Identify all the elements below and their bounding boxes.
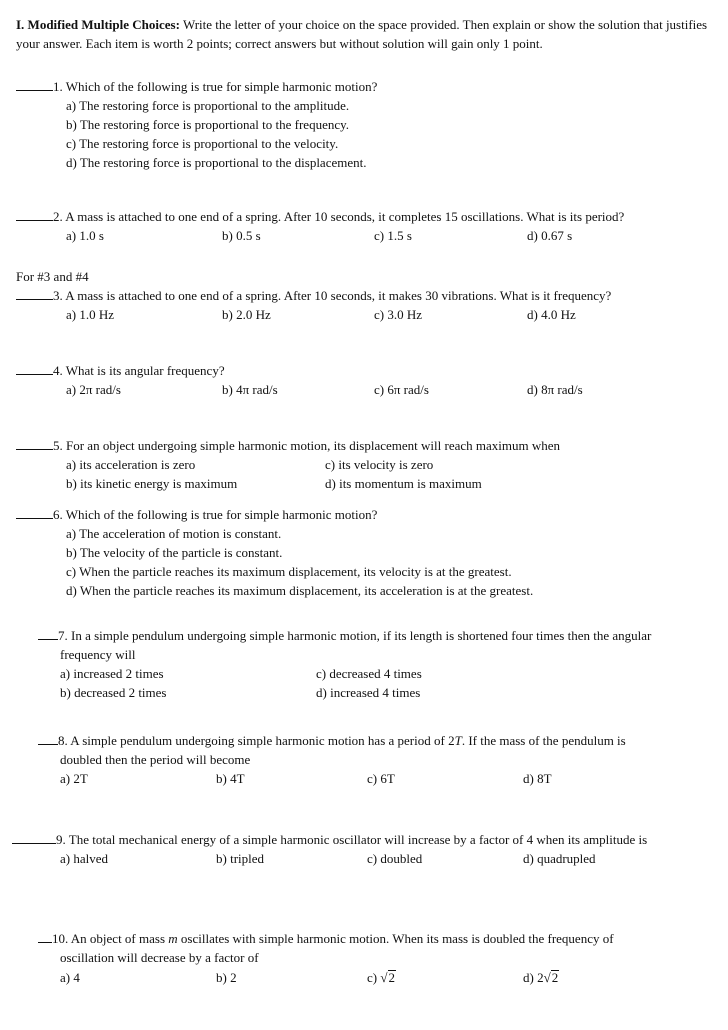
answer-blank-5[interactable] [16, 437, 53, 450]
q1-option-b: b) The restoring force is proportional to the frequency. [66, 117, 350, 132]
q6-option-c: c) When the particle reaches its maximum displacement, its velocity is at the greatest. [66, 564, 512, 579]
question-7-stem: 7. In a simple pendulum undergoing simple harmonic motion, if its length is shortened four times then the angular [58, 628, 652, 643]
question-2 [16, 207, 624, 226]
question-8-stem-cont: doubled then the period will become [60, 752, 251, 767]
question-6-stem: 6. Which of the following is true for simple harmonic motion? [53, 507, 378, 522]
q8-option-a: a) 2T [60, 771, 88, 786]
q3-option-a: a) 1.0 Hz [66, 307, 115, 322]
question-3 [16, 286, 611, 305]
q2-option-a: a) 1.0 s [66, 228, 104, 243]
answer-blank-3[interactable] [16, 287, 53, 300]
q10-option-c-label: c) [367, 970, 381, 985]
q3-option-c: c) 3.0 Hz [374, 307, 423, 322]
q9-option-a: a) halved [60, 851, 109, 866]
question-8-stem-end: . If the mass of the pendulum is [461, 733, 626, 748]
question-1 [16, 77, 377, 96]
q4-option-d: d) 8π rad/s [527, 382, 583, 397]
q2-option-d: d) 0.67 s [527, 228, 573, 243]
question-3-stem: 3. A mass is attached to one end of a spring. After 10 seconds, it makes 30 vibrations. What is it frequency? [53, 288, 612, 303]
answer-blank-8[interactable] [38, 732, 58, 745]
question-7-stem-cont: frequency will [60, 647, 136, 662]
q3-option-d: d) 4.0 Hz [527, 307, 576, 322]
q8-option-d: d) 8T [523, 771, 552, 786]
question-10-var: m [168, 931, 178, 946]
question-8-stem: 8. A simple pendulum undergoing simple harmonic motion has a period of 2 [58, 733, 455, 748]
q5-option-c: c) its velocity is zero [325, 457, 434, 472]
instructions-heading: I. Modified Multiple Choices: [16, 17, 180, 32]
q4-option-a: a) 2π rad/s [66, 382, 121, 397]
question-5 [16, 436, 560, 455]
question-9-stem: 9. The total mechanical energy of a simple harmonic oscillator will increase by a factor of 4 when its amplitude is [56, 832, 648, 847]
question-1-stem: 1. Which of the following is true for simple harmonic motion? [53, 79, 378, 94]
instructions-text: Write the letter of your choice on the space provided. Then explain or show the solution that justifies your answer. Each item is worth 2 points; correct answers but without solution will gain only 1 point. [16, 17, 708, 51]
q7-option-d: d) increased 4 times [316, 685, 421, 700]
q5-option-d: d) its momentum is maximum [325, 476, 482, 491]
sqrt-symbol: √2 [543, 970, 559, 985]
q5-option-b: b) its kinetic energy is maximum [66, 476, 238, 491]
answer-blank-4[interactable] [16, 362, 53, 375]
q10-option-a: a) 4 [60, 970, 80, 985]
answer-blank-2[interactable] [16, 208, 53, 221]
q7-option-c: c) decreased 4 times [316, 666, 422, 681]
question-7 [38, 626, 651, 645]
q1-option-a: a) The restoring force is proportional to the amplitude. [66, 98, 350, 113]
answer-blank-7[interactable] [38, 627, 58, 640]
instructions [16, 15, 722, 53]
question-9 [12, 830, 647, 849]
question-2-stem: 2. A mass is attached to one end of a spring. After 10 seconds, it completes 15 oscillations. What is its period? [53, 209, 625, 224]
question-10-stem-cont: oscillation will decrease by a factor of [60, 950, 259, 965]
question-4-stem: 4. What is its angular frequency? [53, 363, 225, 378]
answer-blank-1[interactable] [16, 78, 53, 91]
group-note: For #3 and #4 [16, 269, 89, 284]
q10-option-d-label: d) 2 [523, 970, 544, 985]
q6-option-d: d) When the particle reaches its maximum displacement, its acceleration is at the greatest. [66, 583, 534, 598]
q7-option-b: b) decreased 2 times [60, 685, 167, 700]
answer-blank-9[interactable] [12, 831, 56, 844]
q5-option-a: a) its acceleration is zero [66, 457, 196, 472]
q6-option-b: b) The velocity of the particle is constant. [66, 545, 283, 560]
question-10-stem-end: oscillates with simple harmonic motion. When its mass is doubled the frequency of [177, 931, 614, 946]
q10-option-d-radicand: 2 [551, 970, 559, 985]
question-8 [38, 731, 626, 750]
q4-option-b: b) 4π rad/s [222, 382, 278, 397]
q10-option-d [523, 968, 559, 987]
q9-option-d: d) quadrupled [523, 851, 596, 866]
q9-option-c: c) doubled [367, 851, 423, 866]
answer-blank-6[interactable] [16, 506, 53, 519]
question-8-var: T [454, 733, 462, 748]
q4-option-c: c) 6π rad/s [374, 382, 429, 397]
question-4 [16, 361, 225, 380]
q2-option-b: b) 0.5 s [222, 228, 261, 243]
question-6 [16, 505, 377, 524]
q10-option-c-radicand: 2 [388, 970, 395, 985]
answer-blank-10[interactable] [38, 930, 52, 943]
sqrt-symbol: √2 [380, 970, 395, 985]
question-10 [38, 929, 614, 948]
q8-option-c: c) 6T [367, 771, 395, 786]
q3-option-b: b) 2.0 Hz [222, 307, 271, 322]
q9-option-b: b) tripled [216, 851, 265, 866]
question-10-stem: 10. An object of mass [52, 931, 169, 946]
q1-option-d: d) The restoring force is proportional to the displacement. [66, 155, 367, 170]
q8-option-b: b) 4T [216, 771, 245, 786]
q10-option-b: b) 2 [216, 970, 237, 985]
q1-option-c: c) The restoring force is proportional to the velocity. [66, 136, 339, 151]
q2-option-c: c) 1.5 s [374, 228, 412, 243]
q7-option-a: a) increased 2 times [60, 666, 164, 681]
q10-option-c [367, 968, 396, 987]
q6-option-a: a) The acceleration of motion is constant. [66, 526, 282, 541]
question-5-stem: 5. For an object undergoing simple harmonic motion, its displacement will reach maximum when [53, 438, 561, 453]
